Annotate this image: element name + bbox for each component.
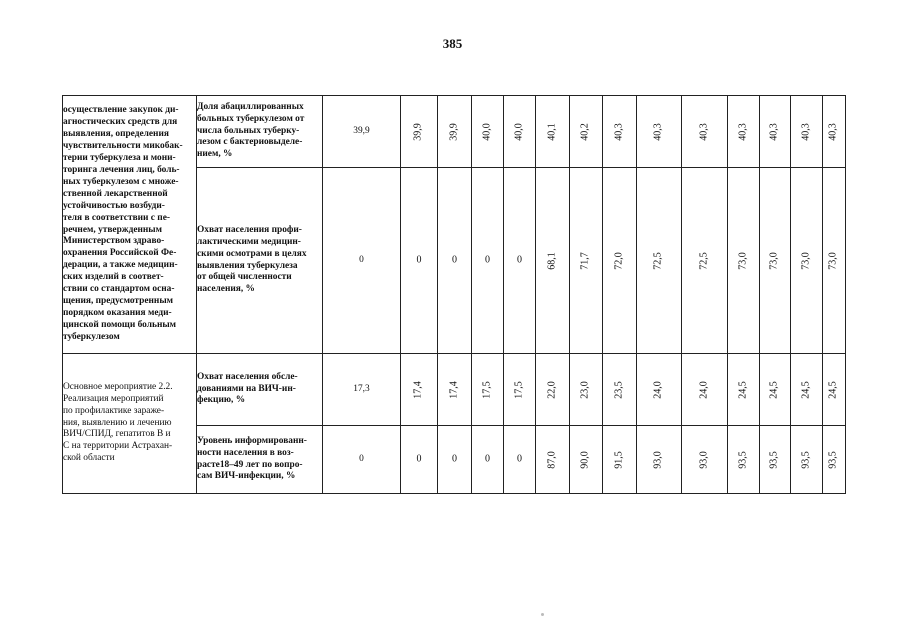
text-line: Реализация мероприятий <box>63 393 164 404</box>
base-value-cell: 0 <box>323 168 401 354</box>
text-line: ских изделий в соответ- <box>63 272 164 283</box>
text-line: больных туберкулезом от <box>197 113 305 124</box>
value-text: 72,5 <box>698 251 710 270</box>
indicator-cell <box>197 426 323 494</box>
value-text: 0 <box>416 254 422 266</box>
text-line: фекцию, % <box>197 395 246 406</box>
value-cell <box>536 168 570 354</box>
text-line: щения, предусмотренным <box>63 296 174 307</box>
value-text: 72,0 <box>613 251 625 270</box>
value-cell <box>603 96 637 168</box>
value-cell <box>570 354 603 426</box>
value-text: 93,5 <box>800 450 812 469</box>
value-cell <box>791 354 823 426</box>
value-text: 24,5 <box>827 380 839 399</box>
text-line: теля в соответствии с пе- <box>63 212 170 223</box>
value-text: 40,0 <box>481 122 493 141</box>
text-line: числа больных туберку- <box>197 125 300 136</box>
value-text: 87,0 <box>546 450 558 469</box>
value-cell <box>504 426 536 494</box>
value-text: 23,0 <box>579 380 591 399</box>
value-cell <box>682 354 728 426</box>
base-value-cell: 17,3 <box>323 354 401 426</box>
text-line: С на территории Астрахан- <box>63 441 173 452</box>
value-text: 17,5 <box>513 380 525 399</box>
value-text: 39,9 <box>412 122 424 141</box>
text-line: нием, % <box>197 149 233 160</box>
value-text: 93,5 <box>768 450 780 469</box>
value-cell <box>728 168 760 354</box>
value-text: 40,3 <box>652 122 664 141</box>
text-line: дованиями на ВИЧ-ин- <box>197 383 296 394</box>
text-line: осуществление закупок ди- <box>63 105 179 116</box>
value-text: 93,5 <box>827 450 839 469</box>
value-cell <box>504 354 536 426</box>
value-cell <box>603 168 637 354</box>
value-cell <box>603 354 637 426</box>
text-line: сам ВИЧ-инфекции, % <box>197 471 296 482</box>
text-line: Охват населения обсле- <box>197 371 298 382</box>
value-text: 91,5 <box>613 450 625 469</box>
value-cell <box>682 96 728 168</box>
value-cell <box>438 168 472 354</box>
value-cell <box>637 168 682 354</box>
value-cell <box>791 96 823 168</box>
text-line: ствии со стандартом осна- <box>63 284 175 295</box>
text-line: расте18–49 лет по вопро- <box>197 459 303 470</box>
value-text: 24,5 <box>768 380 780 399</box>
value-cell <box>791 168 823 354</box>
value-text: 40,2 <box>579 122 591 141</box>
value-cell <box>823 354 846 426</box>
value-text: 17,4 <box>412 380 424 399</box>
table-row <box>63 354 846 426</box>
value-cell <box>728 354 760 426</box>
text-line: ской области <box>63 453 115 464</box>
value-cell <box>760 426 791 494</box>
text-line: Уровень информированн- <box>197 435 307 446</box>
value-text: 68,1 <box>546 251 558 270</box>
value-cell <box>570 168 603 354</box>
value-text: 0 <box>452 254 457 266</box>
value-text: 24,0 <box>698 380 710 399</box>
value-text: 73,0 <box>800 251 812 270</box>
value-cell <box>536 426 570 494</box>
value-cell <box>570 426 603 494</box>
value-text: 40,0 <box>513 122 525 141</box>
value-cell <box>401 168 438 354</box>
value-text: 0 <box>485 453 490 465</box>
value-text: 39,9 <box>448 122 460 141</box>
value-text: 17,5 <box>481 380 493 399</box>
value-text: 0 <box>485 254 490 266</box>
value-cell <box>401 354 438 426</box>
base-value-cell: 39,9 <box>323 96 401 168</box>
text-line: ности населения в воз- <box>197 447 294 458</box>
value-cell <box>438 96 472 168</box>
value-cell <box>823 168 846 354</box>
text-line: дерации, а также медицин- <box>63 260 178 271</box>
value-cell <box>760 168 791 354</box>
text-line: Министерством здраво- <box>63 236 165 247</box>
indicator-cell <box>197 354 323 426</box>
text-line: Основное мероприятие 2.2. <box>63 381 173 392</box>
value-cell <box>504 168 536 354</box>
value-cell <box>603 426 637 494</box>
value-text: 73,0 <box>827 251 839 270</box>
value-text: 40,1 <box>546 122 558 141</box>
text-line: порядком оказания меди- <box>63 308 172 319</box>
text-line: терии туберкулеза и мони- <box>63 152 176 163</box>
value-cell <box>682 426 728 494</box>
text-line: выявления, определения <box>63 129 169 139</box>
value-text: 23,5 <box>613 380 625 399</box>
value-cell <box>536 354 570 426</box>
value-text: 71,7 <box>579 251 591 270</box>
value-cell <box>760 354 791 426</box>
indicator-cell <box>197 168 323 354</box>
text-line: туберкулезом <box>63 331 120 342</box>
value-cell <box>823 96 846 168</box>
text-line: ных туберкулезом с множе- <box>63 176 179 187</box>
value-cell <box>401 96 438 168</box>
text-line: по профилактике зараже- <box>63 405 165 416</box>
text-line: лезом с бактериовыделе- <box>197 137 303 148</box>
value-text: 93,0 <box>652 450 664 469</box>
value-text: 90,0 <box>579 450 591 469</box>
text-line: торинга лечения лиц, боль- <box>63 164 180 175</box>
text-line: агностических средств для <box>63 117 178 128</box>
value-text: 73,0 <box>737 251 749 270</box>
value-text: 40,3 <box>827 122 839 141</box>
value-cell <box>536 96 570 168</box>
text-line: от общей численности <box>197 272 292 283</box>
indicator-table <box>62 95 846 494</box>
value-cell <box>438 426 472 494</box>
text-line: чувствительности микобак- <box>63 140 183 151</box>
value-cell <box>401 426 438 494</box>
value-text: 24,5 <box>800 380 812 399</box>
text-line: речнем, утвержденным <box>63 224 163 235</box>
value-text: 22,0 <box>546 380 558 399</box>
base-value-cell: 0 <box>323 426 401 494</box>
text-line: лактическими медицин- <box>197 236 301 247</box>
value-text: 0 <box>517 453 522 465</box>
value-text: 0 <box>452 453 457 465</box>
value-text: 24,0 <box>652 380 664 399</box>
value-cell <box>472 168 504 354</box>
value-cell <box>472 354 504 426</box>
text-line: ственной лекарственной <box>63 188 168 199</box>
value-text: 40,3 <box>698 122 710 141</box>
value-cell <box>728 426 760 494</box>
value-text: 40,3 <box>737 122 749 141</box>
table-row <box>63 96 846 168</box>
value-text: 93,5 <box>737 450 749 469</box>
page-number: 385 <box>442 36 463 51</box>
value-cell <box>760 96 791 168</box>
value-cell <box>791 426 823 494</box>
value-text: 40,3 <box>613 122 625 141</box>
value-text: 40,3 <box>768 122 780 141</box>
value-text: 40,3 <box>800 122 812 141</box>
value-text: 0 <box>517 254 522 266</box>
value-cell <box>472 96 504 168</box>
text-line: выявления туберкулеза <box>197 260 298 271</box>
text-line: скими осмотрами в целях <box>197 248 307 259</box>
value-text: 0 <box>416 453 422 465</box>
text-line: ВИЧ/СПИД, гепатитов В и <box>63 429 171 440</box>
value-text: 72,5 <box>652 251 664 270</box>
value-cell <box>728 96 760 168</box>
value-text: 24,5 <box>737 380 749 399</box>
text-line: цинской помощи больным <box>63 320 177 330</box>
value-cell <box>472 426 504 494</box>
value-cell <box>504 96 536 168</box>
program-cell <box>63 96 197 354</box>
value-cell <box>637 354 682 426</box>
text-line: Охват населения профи- <box>197 224 302 235</box>
text-line: ния, выявлению и лечению <box>63 417 172 428</box>
value-cell <box>438 354 472 426</box>
value-cell <box>823 426 846 494</box>
value-text: 73,0 <box>768 251 780 270</box>
value-cell <box>637 426 682 494</box>
value-cell <box>682 168 728 354</box>
text-line: охранения Российской Фе- <box>63 248 177 259</box>
value-text: 93,0 <box>698 450 710 469</box>
value-cell <box>570 96 603 168</box>
program-cell <box>63 354 197 494</box>
scan-mark <box>541 613 544 616</box>
value-text: 17,4 <box>448 380 460 399</box>
text-line: устойчивостью возбуди- <box>63 200 165 211</box>
value-cell <box>637 96 682 168</box>
indicator-cell <box>197 96 323 168</box>
text-line: населения, % <box>197 284 255 295</box>
text-line: Доля абациллированных <box>197 101 304 112</box>
